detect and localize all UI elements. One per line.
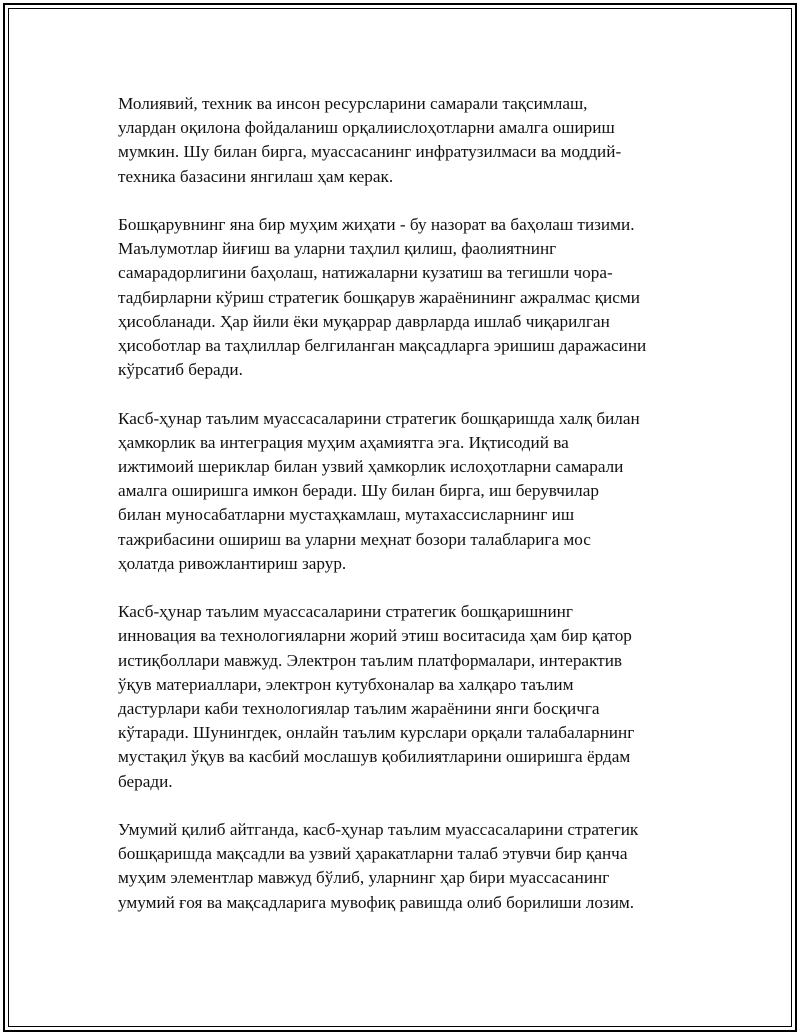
paragraph-monitoring: Бошқарувнинг яна бир муҳим жиҳати - бу назорат ва баҳолаш тизими. Маълумотлар йиғиш ва уларни таҳлил қилиш, фаолиятнинг самарадорлигини баҳолаш, натижаларни кузатиш ва тегишли чора- тадбирларни кўриш стратегик бошқарув жараёнининг ажралмас қисми ҳисобланади. Ҳар йили ёки муқаррар даврларда ишлаб чиқарилган ҳисоботлар ва таҳлиллар белгиланган мақсадларга эришиш даражасини кўрсатиб беради. [118, 215, 647, 380]
paragraph-resources: Молиявий, техник ва инсон ресурсларини самарали тақсимлаш, улардан оқилона фойдаланиш орқалиислоҳотларни амалга ошириш мумкин. Шу билан бирга, муассасанинг инфратузилмаси ва моддий- техника базасини янгилаш ҳам керак. [118, 94, 622, 186]
paragraph-partnership: Касб-ҳунар таълим муассасаларини стратегик бошқаришда халқ билан ҳамкорлик ва интеграция муҳим аҳамиятга эга. Иқтисодий ва ижтимоий шериклар билан узвий ҳамкорлик ислоҳотларни самарали амалга оширишга имкон беради. Шу билан бирга, иш берувчилар билан муносабатларни мустаҳкамлаш, мутахассисларнинг иш тажрибасини ошириш ва уларни меҳнат бозори талабларига мос ҳолатда ривожлантириш зарур. [118, 408, 640, 573]
document-body [118, 92, 698, 939]
paragraph-innovation: Касб-ҳунар таълим муассасаларини стратегик бошқаришнинг инновация ва технологияларни жорий этиш воситасида ҳам бир қатор истиқболлари мавжуд. Электрон таълим платформалари, интерактив ўқув материаллари, электрон кутубхоналар ва халқаро таълим дастурлари каби технологиялар таълим жараёнини янги босқичга кўтаради. Шунингдек, онлайн таълим курслари орқали талабаларнинг мустақил ўқув ва касбий мослашув қобилиятларини оширишга ёрдам беради. [118, 602, 635, 791]
paragraph-conclusion: Умумий қилиб айтганда, касб-ҳунар таълим муассасаларини стратегик бошқаришда мақсадли ва узвий ҳаракатларни талаб этувчи бир қанча муҳим элементлар мавжуд бўлиб, уларнинг ҳар бири муассасанинг умумий ғоя ва мақсадларига мувофиқ равишда олиб борилиши лозим. [118, 820, 639, 912]
